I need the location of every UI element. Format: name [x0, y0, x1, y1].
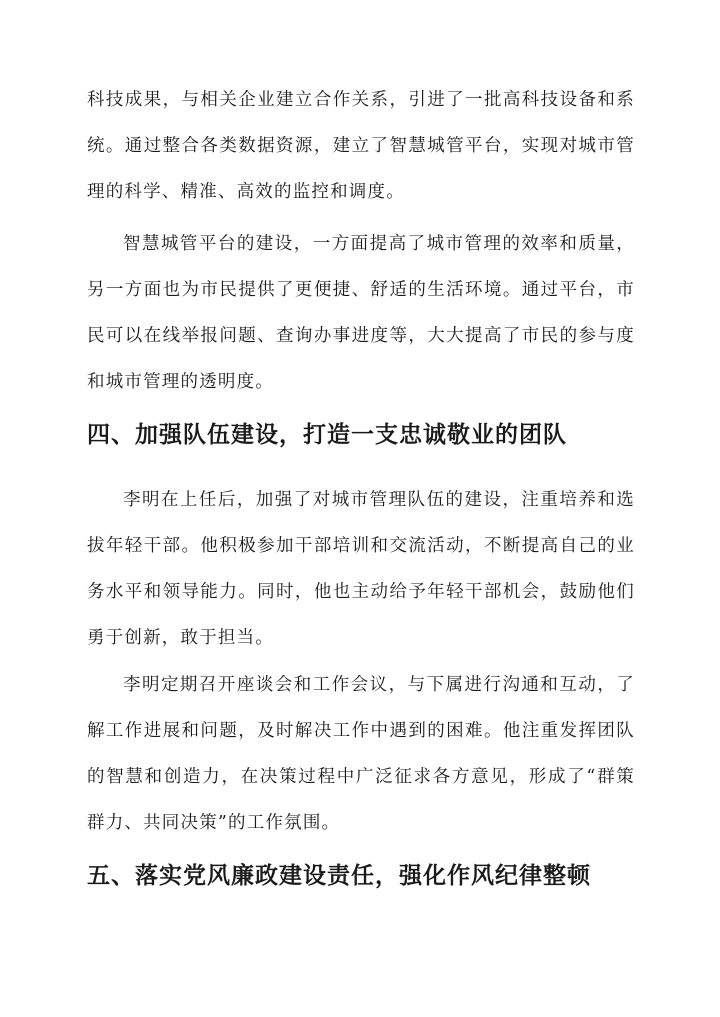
body-paragraph-meetings: 李明定期召开座谈会和工作会议，与下属进行沟通和互动，了解工作进展和问题，及时解决工作中遇到的困难。他注重发挥团队的智慧和创造力，在决策过程中广泛征求各方意见，形成了“群策群力、共同决策”的工作氛围。 [87, 675, 635, 833]
body-paragraph-smart-platform: 智慧城管平台的建设，一方面提高了城市管理的效率和质量，另一方面也为市民提供了更便捷、舒适的生活环境。通过平台，市民可以在线举报问题、查询办事进度等，大大提高了市民的参与度和城市管理的透明度。 [87, 234, 635, 392]
section-heading-5: 五、落实党风廉政建设责任，强化作风纪律整顿 [87, 862, 591, 889]
body-paragraph-continued: 科技成果，与相关企业建立合作关系，引进了一批高科技设备和系统。通过整合各类数据资源，建立了智慧城管平台，实现对城市管理的科学、精准、高效的监控和调度。 [87, 90, 635, 202]
section-heading-4: 四、加强队伍建设，打造一支忠诚敬业的团队 [87, 421, 567, 448]
body-paragraph-team-building: 李明在上任后，加强了对城市管理队伍的建设，注重培养和选拔年轻干部。他积极参加干部培训和交流活动，不断提高自己的业务水平和领导能力。同时，他也主动给予年轻干部机会，鼓励他们勇于创新，敢于担当。 [87, 490, 635, 648]
